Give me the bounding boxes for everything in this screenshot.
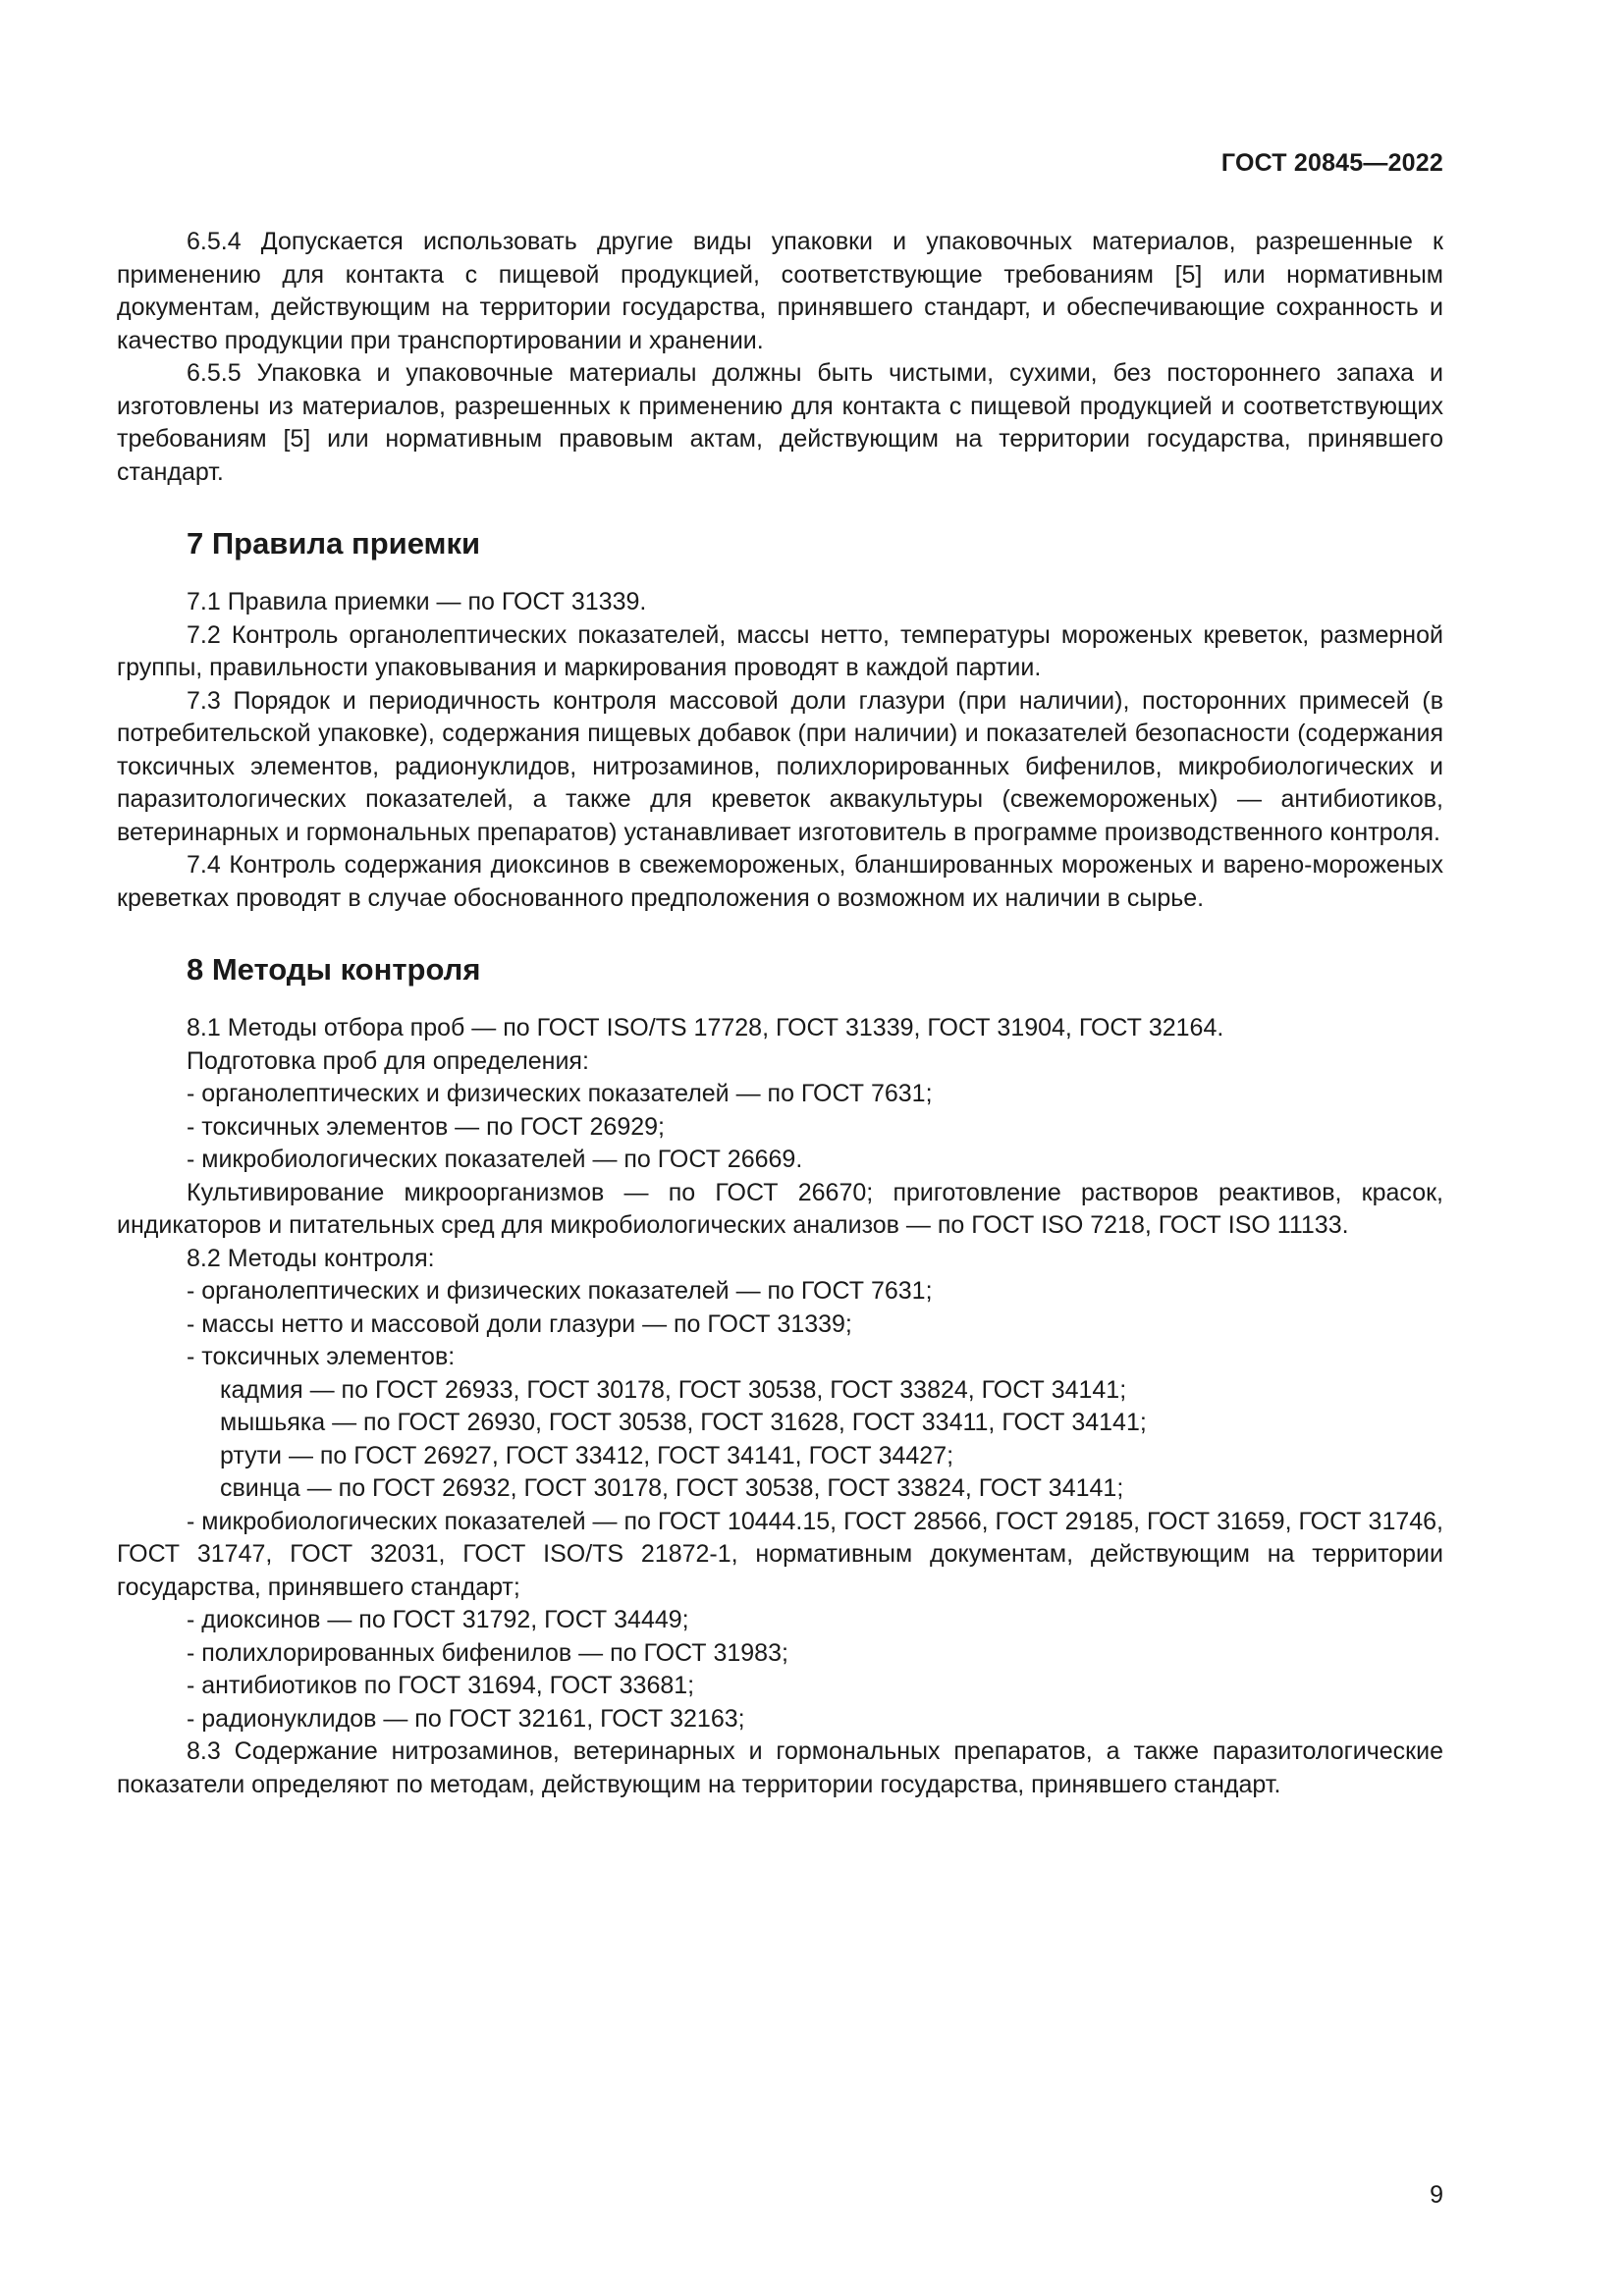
sub-list-item: ртути — по ГОСТ 26927, ГОСТ 33412, ГОСТ 34141, ГОСТ 34427; xyxy=(220,1441,954,1469)
section-8-heading: 8 Методы контроля xyxy=(187,952,481,987)
sub-list-item: кадмия — по ГОСТ 26933, ГОСТ 30178, ГОСТ 30538, ГОСТ 33824, ГОСТ 34141; xyxy=(220,1375,1127,1404)
list-item: - полихлорированных бифенилов — по ГОСТ 31983; xyxy=(187,1638,788,1667)
document-body xyxy=(117,226,1443,1801)
list-item: - антибиотиков по ГОСТ 31694, ГОСТ 33681; xyxy=(187,1672,695,1699)
paragraph-7-2: 7.2 Контроль органолептических показателей, массы нетто, температуры мороженых креветок, размерной группы, правильности упаковывания и маркирования проводят в каждой партии. xyxy=(117,620,1443,681)
document-header: ГОСТ 20845—2022 xyxy=(1220,149,1443,177)
list-item: - органолептических и физических показателей — по ГОСТ 7631; xyxy=(187,1080,933,1107)
sub-list-item: свинца — по ГОСТ 26932, ГОСТ 30178, ГОСТ 30538, ГОСТ 33824, ГОСТ 34141; xyxy=(220,1474,1124,1502)
paragraph-8-2: 8.2 Методы контроля: xyxy=(187,1244,435,1272)
paragraph-8-3: 8.3 Содержание нитрозаминов, ветеринарных и гормональных препаратов, а также паразитологические показатели определяют по методам, действующим на территории государства, принявшего стандарт. xyxy=(117,1737,1443,1798)
list-item: - диоксинов — по ГОСТ 31792, ГОСТ 34449; xyxy=(187,1606,689,1633)
paragraph-8-1: 8.1 Методы отбора проб — по ГОСТ ISO/TS 17728, ГОСТ 31339, ГОСТ 31904, ГОСТ 32164. xyxy=(187,1014,1224,1041)
list-item: - радионуклидов — по ГОСТ 32161, ГОСТ 32163; xyxy=(187,1704,745,1733)
paragraph-6-5-5: 6.5.5 Упаковка и упаковочные материалы должны быть чистыми, сухими, без постороннего запаха и изготовлены из материалов, разрешенных к применению для контакта с пищевой продукцией и соответствующих требованиям [5] или нормативным правовым актам, действующим на территории государства, принявшего стандарт. xyxy=(117,359,1443,486)
sub-list-item: мышьяка — по ГОСТ 26930, ГОСТ 30538, ГОСТ 31628, ГОСТ 33411, ГОСТ 34141; xyxy=(220,1409,1147,1436)
list-item: - токсичных элементов — по ГОСТ 26929; xyxy=(187,1112,665,1141)
micro-paragraph: - микробиологических показателей — по ГОСТ 10444.15, ГОСТ 28566, ГОСТ 29185, ГОСТ 31659, ГОСТ 31746, ГОСТ 31747, ГОСТ 32031, ГОСТ ISO/TS 21872-1, нормативным документам, действующим на территории государства, принявшего стандарт; xyxy=(117,1507,1443,1601)
list-item: - токсичных элементов: xyxy=(187,1343,456,1370)
paragraph-6-5-4: 6.5.4 Допускается использовать другие виды упаковки и упаковочных материалов, разрешенные к применению для контакта с пищевой продукцией, соответствующие требованиям [5] или нормативным документам, действующим на территории государства, принявшего стандарт, и обеспечивающие сохранность и качество продукции при транспортировании и хранении. xyxy=(117,228,1443,354)
list-item: - органолептических и физических показателей — по ГОСТ 7631; xyxy=(187,1277,933,1305)
list-item: - массы нетто и массовой доли глазури — по ГОСТ 31339; xyxy=(187,1309,852,1338)
cultivation-paragraph: Культивирование микроорганизмов — по ГОСТ 26670; приготовление растворов реактивов, красок, индикаторов и питательных сред для микробиологических анализов — по ГОСТ ISO 7218, ГОСТ ISO 11133. xyxy=(117,1178,1443,1239)
section-7-heading: 7 Правила приемки xyxy=(187,526,481,561)
paragraph-7-3: 7.3 Порядок и периодичность контроля массовой доли глазури (при наличии), посторонних примесей (в потребительской упаковке), содержания пищевых добавок (при наличии) и показателей безопасности (содержания токсичных элементов, радионуклидов, нитрозаминов, полихлорированных бифенилов, микробиологических и паразитологических показателей, а также для креветок аквакультуры (свежемороженых) — антибиотиков, ветеринарных и гормональных препаратов) устанавливает изготовитель в программе производственного контроля. xyxy=(117,686,1443,846)
paragraph-7-1: 7.1 Правила приемки — по ГОСТ 31339. xyxy=(187,588,647,615)
page-number: 9 xyxy=(1430,2181,1443,2209)
list-item: - микробиологических показателей — по ГОСТ 26669. xyxy=(187,1146,803,1173)
sample-prep-intro: Подготовка проб для определения: xyxy=(187,1046,589,1075)
paragraph-7-4: 7.4 Контроль содержания диоксинов в свежемороженых, бланшированных мороженых и варено-мороженых креветках проводят в случае обоснованного предположения о возможном их наличии в сырье. xyxy=(117,851,1443,912)
